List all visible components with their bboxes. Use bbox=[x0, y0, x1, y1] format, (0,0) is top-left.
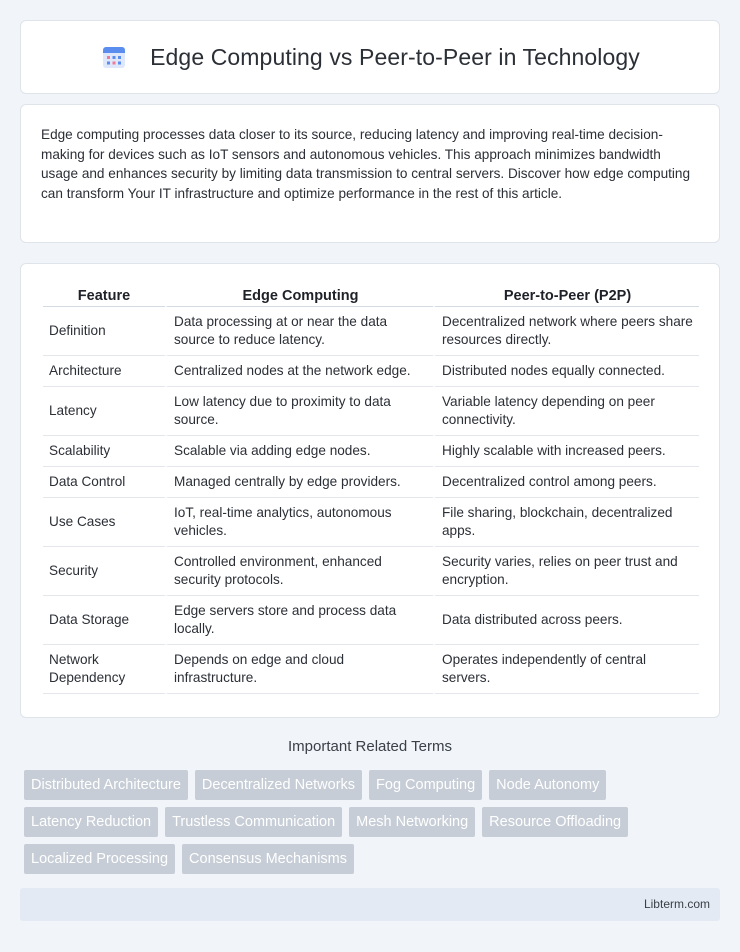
related-term-tag[interactable]: Fog Computing bbox=[369, 770, 482, 800]
p2p-cell: Data distributed across peers. bbox=[433, 596, 699, 645]
calendar-grid-icon bbox=[100, 43, 128, 71]
table-row bbox=[43, 596, 699, 645]
footer-site-link[interactable]: Libterm.com bbox=[643, 897, 710, 911]
feature-cell: Data Control bbox=[43, 467, 165, 498]
edge-cell: Managed centrally by edge providers. bbox=[165, 467, 433, 498]
feature-cell: Definition bbox=[43, 307, 165, 356]
table-header-row bbox=[43, 284, 699, 307]
edge-cell: Depends on edge and cloud infrastructure. bbox=[165, 645, 433, 694]
comparison-table-card bbox=[20, 263, 720, 718]
p2p-cell: Security varies, relies on peer trust and encryption. bbox=[433, 547, 699, 596]
table-row bbox=[43, 547, 699, 596]
header-card bbox=[20, 20, 720, 94]
table-row bbox=[43, 467, 699, 498]
header-edge-computing: Edge Computing bbox=[165, 284, 433, 307]
related-term-tag[interactable]: Node Autonomy bbox=[489, 770, 606, 800]
feature-cell: Use Cases bbox=[43, 498, 165, 547]
page-title: Edge Computing vs Peer-to-Peer in Technology bbox=[150, 43, 640, 70]
table-row bbox=[43, 387, 699, 436]
related-term-tag[interactable]: Trustless Communication bbox=[165, 807, 342, 837]
comparison-table bbox=[43, 284, 699, 694]
feature-cell: Network Dependency bbox=[43, 645, 165, 694]
feature-cell: Scalability bbox=[43, 436, 165, 467]
edge-cell: Low latency due to proximity to data source. bbox=[165, 387, 433, 436]
footer bbox=[20, 888, 720, 921]
table-row bbox=[43, 645, 699, 694]
feature-cell: Architecture bbox=[43, 356, 165, 387]
related-term-tag[interactable]: Resource Offloading bbox=[482, 807, 628, 837]
table-row bbox=[43, 498, 699, 547]
header-feature: Feature bbox=[43, 284, 165, 307]
edge-cell: Scalable via adding edge nodes. bbox=[165, 436, 433, 467]
intro-paragraph: Edge computing processes data closer to its source, reducing latency and improving real-time decision-making for devices such as IoT sensors and autonomous vehicles. This approach minimizes bandwidth usage and enhances security by limiting data transmission to central servers. Discover how edge computing can transform Your IT infrastructure and optimize performance in the rest of this article. bbox=[41, 127, 691, 201]
related-term-tag[interactable]: Consensus Mechanisms bbox=[182, 844, 354, 874]
related-term-tag[interactable]: Distributed Architecture bbox=[24, 770, 188, 800]
p2p-cell: Operates independently of central servers. bbox=[433, 645, 699, 694]
feature-cell: Latency bbox=[43, 387, 165, 436]
related-term-tag[interactable]: Mesh Networking bbox=[349, 807, 475, 837]
edge-cell: Edge servers store and process data locally. bbox=[165, 596, 433, 645]
related-terms-list bbox=[24, 770, 704, 881]
table-row bbox=[43, 356, 699, 387]
table-row bbox=[43, 307, 699, 356]
p2p-cell: Decentralized network where peers share resources directly. bbox=[433, 307, 699, 356]
related-terms-title: Important Related Terms bbox=[288, 738, 452, 755]
header-p2p: Peer-to-Peer (P2P) bbox=[433, 284, 699, 307]
edge-cell: Centralized nodes at the network edge. bbox=[165, 356, 433, 387]
p2p-cell: Decentralized control among peers. bbox=[433, 467, 699, 498]
edge-cell: Data processing at or near the data source to reduce latency. bbox=[165, 307, 433, 356]
table-row bbox=[43, 436, 699, 467]
p2p-cell: Highly scalable with increased peers. bbox=[433, 436, 699, 467]
p2p-cell: Variable latency depending on peer connectivity. bbox=[433, 387, 699, 436]
related-term-tag[interactable]: Latency Reduction bbox=[24, 807, 158, 837]
edge-cell: IoT, real-time analytics, autonomous vehicles. bbox=[165, 498, 433, 547]
p2p-cell: Distributed nodes equally connected. bbox=[433, 356, 699, 387]
intro-card bbox=[20, 104, 720, 243]
edge-cell: Controlled environment, enhanced security protocols. bbox=[165, 547, 433, 596]
related-term-tag[interactable]: Decentralized Networks bbox=[195, 770, 362, 800]
feature-cell: Security bbox=[43, 547, 165, 596]
feature-cell: Data Storage bbox=[43, 596, 165, 645]
related-term-tag[interactable]: Localized Processing bbox=[24, 844, 175, 874]
p2p-cell: File sharing, blockchain, decentralized apps. bbox=[433, 498, 699, 547]
